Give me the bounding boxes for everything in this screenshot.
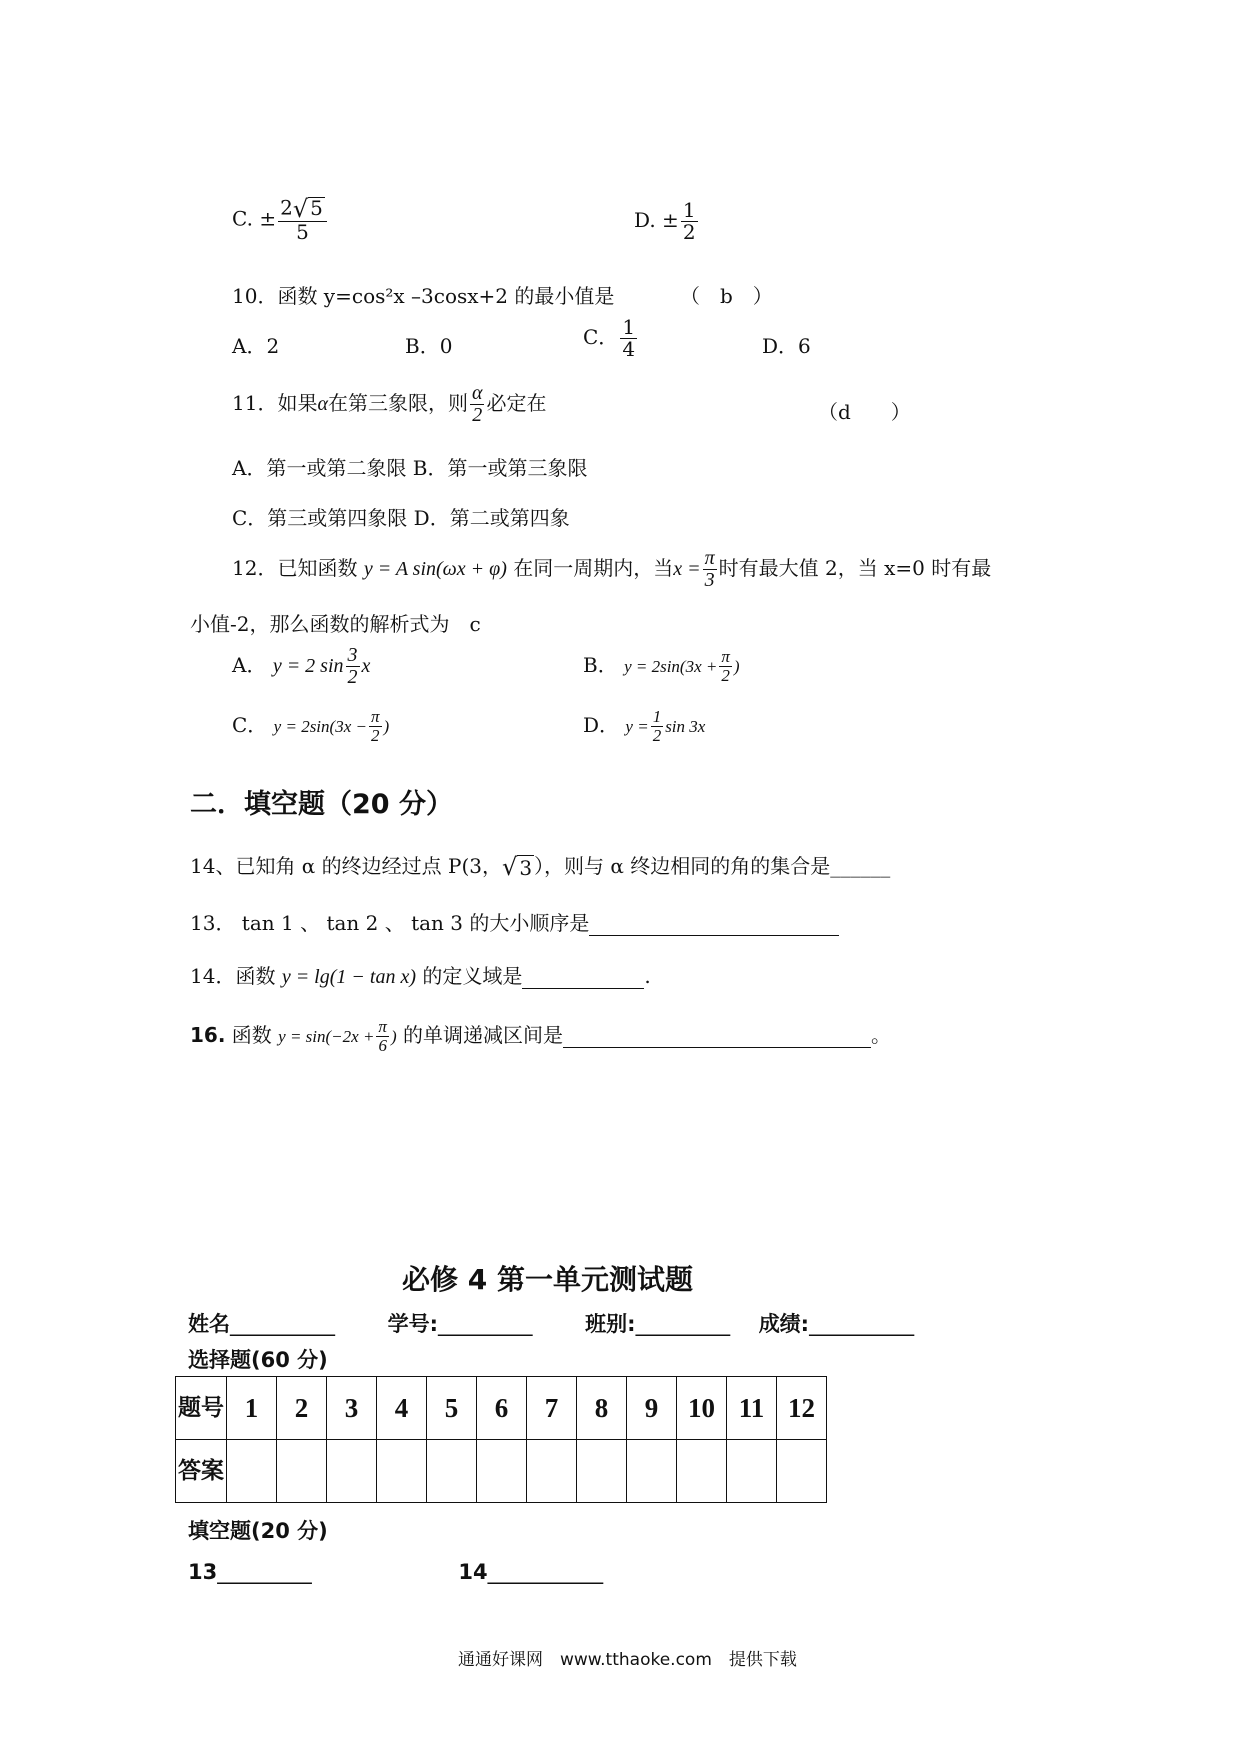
q10-answer: （ b ） — [680, 284, 773, 308]
q10-option-c — [583, 317, 639, 360]
expression: y = 2 sin — [272, 655, 344, 677]
expression: ) — [733, 656, 740, 676]
name-label: 姓名 — [188, 1312, 230, 1336]
alpha-symbol: α — [317, 393, 328, 415]
fill-13-field[interactable]: _________ — [217, 1560, 312, 1584]
option-label: A． — [232, 653, 267, 677]
q14b-line — [190, 960, 651, 989]
answer-cell[interactable] — [527, 1440, 577, 1503]
denominator: 2 — [721, 665, 730, 685]
stem-text: 12．已知函数 — [232, 556, 358, 580]
question-number-cell: 11 — [727, 1377, 777, 1440]
fill-14-field[interactable]: ___________ — [487, 1560, 604, 1584]
q12-stem-line2: 小值-2，那么函数的解析式为 c — [190, 612, 481, 636]
option-label: D. — [634, 208, 656, 232]
option-label: C． — [232, 712, 268, 737]
denominator: 2 — [347, 666, 358, 688]
option-label: D． — [583, 712, 620, 737]
stem-text: 时有最大值 2，当 x=0 时有最 — [718, 556, 992, 580]
answer-cell[interactable] — [427, 1440, 477, 1503]
fraction — [278, 197, 327, 243]
answer-blank[interactable] — [563, 1023, 871, 1048]
q11-stem — [232, 383, 546, 426]
sqrt-symbol: √ 5 — [292, 195, 323, 223]
option-label: B． — [583, 652, 618, 677]
student-id-field[interactable]: _________ — [438, 1312, 533, 1336]
section-heading: 二．填空题（20 分） — [190, 789, 453, 820]
fraction — [346, 645, 360, 688]
answer-cell[interactable] — [227, 1440, 277, 1503]
q9-option-d — [634, 200, 700, 243]
denominator: 3 — [704, 569, 715, 591]
stem-text: 在同一周期内，当 — [513, 556, 674, 580]
fill-section-heading: 填空题(20 分) — [188, 1519, 328, 1543]
fraction — [651, 708, 664, 745]
question-number-cell: 10 — [677, 1377, 727, 1440]
answer-cell[interactable] — [777, 1440, 827, 1503]
question-number-cell: 4 — [377, 1377, 427, 1440]
question-number-cell: 6 — [477, 1377, 527, 1440]
fraction — [620, 317, 637, 360]
option-label: C. — [232, 206, 253, 231]
q10-option-d: D．6 — [762, 334, 811, 358]
denominator: 2 — [682, 220, 696, 244]
expression: y = 2sin(3x − — [273, 716, 367, 736]
q10-option-a: A．2 — [232, 334, 280, 358]
expression: y = — [625, 716, 649, 736]
question-number-cell: 1 — [227, 1377, 277, 1440]
stem-text: 13． tan 1 、 tan 2 、 tan 3 的大小顺序是 — [190, 911, 590, 935]
choice-section-heading: 选择题(60 分) — [188, 1348, 328, 1372]
numerator: 1 — [622, 315, 636, 339]
stem-text: 必定在 — [486, 391, 547, 415]
expression: y = 2sin(3x + — [624, 656, 718, 676]
answer-cell[interactable] — [277, 1440, 327, 1503]
score-field[interactable]: __________ — [809, 1312, 915, 1336]
answer-cell[interactable] — [577, 1440, 627, 1503]
question-number-cell: 7 — [527, 1377, 577, 1440]
fill-13-label: 13 — [188, 1560, 218, 1584]
question-number-cell: 5 — [427, 1377, 477, 1440]
radicand: 5 — [310, 196, 323, 220]
period: 。 — [870, 1022, 891, 1047]
plus-minus-sign: ± — [259, 206, 277, 231]
q14a-line — [190, 850, 890, 880]
score-label: 成绩: — [758, 1312, 810, 1336]
stem-text: 的单调递减区间是 — [402, 1022, 563, 1047]
answer-blank[interactable] — [589, 911, 839, 936]
numerator: α — [471, 382, 483, 404]
sqrt-symbol: √ 3 — [502, 853, 533, 881]
answer-cell[interactable] — [327, 1440, 377, 1503]
fraction — [369, 708, 382, 745]
numerator: 1 — [652, 707, 662, 726]
table-row-answers — [176, 1440, 827, 1503]
stem-text: 14、已知角 α 的终边经过点 P(3， — [190, 854, 503, 878]
stem-text: 函数 — [231, 1022, 272, 1047]
denominator: 5 — [296, 220, 309, 244]
stem-text: ），则与 α 终边相同的角的集合是______ — [534, 854, 891, 878]
numerator-coef: 2 — [280, 195, 293, 220]
question-number-cell: 8 — [577, 1377, 627, 1440]
period: . — [644, 964, 651, 988]
answer-sheet-title: 必修 4 第一单元测试题 — [402, 1263, 693, 1296]
fraction — [703, 548, 717, 591]
answer-cell[interactable] — [627, 1440, 677, 1503]
numerator: π — [370, 707, 380, 726]
plus-minus-sign: ± — [662, 208, 679, 232]
q12-option-b — [583, 648, 740, 685]
q12-option-a — [232, 645, 370, 688]
fraction — [719, 648, 732, 685]
fraction — [376, 1018, 389, 1055]
question-number-cell: 12 — [777, 1377, 827, 1440]
numerator: π — [721, 647, 730, 666]
radicand: 3 — [519, 856, 533, 880]
q10-stem: 10．函数 y=cos²x –3cosx+2 的最小值是 — [232, 284, 615, 308]
student-id-label: 学号: — [387, 1312, 439, 1336]
question-number-cell: 9 — [627, 1377, 677, 1440]
question-number: 16. — [190, 1022, 226, 1047]
q11-options-cd: C．第三或第四象限 D．第二或第四象 — [232, 506, 570, 530]
denominator: 2 — [472, 404, 483, 426]
answer-cell[interactable] — [677, 1440, 727, 1503]
class-label: 班别: — [585, 1312, 636, 1336]
stem-text: 14．函数 — [190, 964, 276, 988]
fraction — [681, 200, 698, 243]
numerator: π — [704, 547, 715, 569]
question-number-cell: 3 — [327, 1377, 377, 1440]
function-expression: y = lg(1 − tan x) — [281, 966, 416, 988]
q9-option-c — [232, 197, 329, 243]
question-number-cell: 2 — [277, 1377, 327, 1440]
page-footer: 通通好课网 www.tthaoke.com 提供下载 — [458, 1650, 797, 1670]
answer-table — [175, 1376, 827, 1503]
expression: y = sin(−2x + — [278, 1026, 375, 1046]
fill-answer-row — [188, 1560, 603, 1584]
name-field[interactable]: __________ — [230, 1312, 335, 1336]
q13-line — [190, 907, 839, 936]
answer-cell[interactable] — [727, 1440, 777, 1503]
answer-cell[interactable] — [377, 1440, 427, 1503]
q12-stem — [232, 548, 991, 591]
denominator: 4 — [622, 337, 636, 361]
expression: x — [361, 655, 371, 677]
numerator: π — [378, 1017, 387, 1036]
q12-option-c — [232, 708, 389, 745]
table-row-numbers — [176, 1377, 827, 1440]
q12-option-d — [583, 708, 705, 745]
fill-14-label: 14 — [458, 1560, 488, 1584]
denominator: 2 — [370, 725, 380, 745]
numerator: 1 — [682, 198, 696, 222]
expression: ) — [390, 1026, 397, 1046]
option-label: C． — [583, 325, 619, 349]
x-equals: x = — [673, 558, 701, 580]
stem-text: 11．如果 — [232, 391, 318, 415]
row-header-question-number: 题号 — [176, 1377, 227, 1440]
stem-text: 在第三象限，则 — [327, 391, 468, 415]
q10-option-b: B．0 — [405, 334, 453, 358]
class-field[interactable]: _________ — [635, 1312, 731, 1336]
numerator: 3 — [347, 644, 358, 666]
q11-options-ab: A．第一或第二象限 B．第一或第三象限 — [232, 456, 588, 480]
q11-answer: （d ） — [818, 400, 911, 424]
fraction — [470, 383, 485, 426]
stem-text: 的定义域是 — [422, 964, 523, 988]
q16-line — [190, 1018, 891, 1055]
expression: sin 3x — [665, 716, 706, 736]
expression: ) — [383, 716, 390, 736]
denominator: 2 — [652, 725, 662, 745]
denominator: 6 — [378, 1035, 387, 1055]
student-info-row — [188, 1308, 914, 1338]
answer-blank[interactable] — [522, 964, 644, 989]
row-header-answer: 答案 — [176, 1440, 227, 1503]
answer-cell[interactable] — [477, 1440, 527, 1503]
function-expression: y = A sin(ωx + φ) — [363, 558, 507, 580]
